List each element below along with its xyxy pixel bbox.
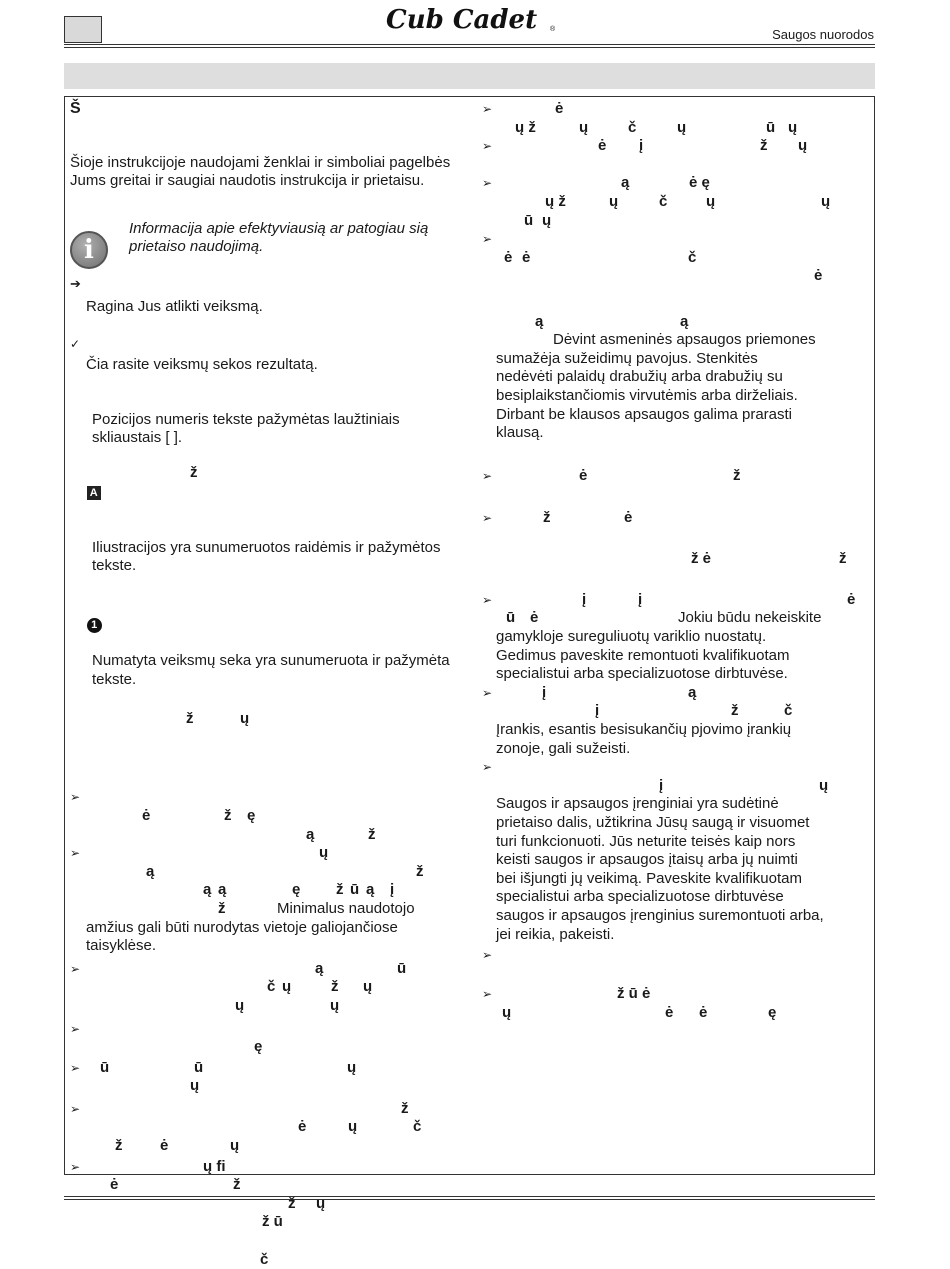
- bullet-icon: ➢: [70, 961, 81, 976]
- step-badge-icon: 1: [87, 618, 102, 633]
- header-rule: [64, 44, 875, 45]
- action-arrow-icon: ➔: [70, 276, 81, 292]
- safety-text-8: jei reikia, pakeisti.: [496, 925, 615, 943]
- bullet-icon: ➢: [482, 232, 493, 247]
- bullet-icon: ➢: [70, 846, 81, 861]
- engine-text-4: specialistui arba specializuotose dirbtuvėse.: [496, 665, 788, 683]
- section-title: Saugos nuorodos: [772, 27, 874, 42]
- bullet-icon: ➢: [482, 139, 493, 154]
- bullet-icon: ➢: [482, 685, 493, 700]
- safety-text-7: saugos ir apsaugos įrenginius suremontuoti arba,: [496, 906, 824, 924]
- bullet-icon: ➢: [482, 987, 493, 1002]
- intro-paragraph: Šioje instrukcijoje naudojami ženklai ir simboliai pagelbės Jums greitai ir saugiai naudotis instrukcija ir prietaisu.: [70, 153, 451, 190]
- action-text: Ragina Jus atlikti veiksmą.: [86, 297, 263, 315]
- checkmark-icon: ✓: [70, 337, 81, 352]
- safety-text-2: prietaiso dalis, užtikrina Jūsų saugą ir visuomet: [496, 813, 810, 831]
- svg-text:®: ®: [550, 26, 556, 33]
- tool-text-1: Įrankis, esantis besisukančių pjovimo įrankių: [496, 721, 792, 738]
- bullet-icon: ➢: [70, 790, 81, 805]
- bullet-icon: ➢: [70, 1101, 81, 1116]
- safety-text-5: bei išjungti jų veikimą. Paveskite kvalifikuotam: [496, 869, 802, 887]
- safety-text-3: turi funkcionuoti. Jūs neturite teisės kaip nors: [496, 832, 796, 850]
- symbols-heading: Š: [70, 100, 81, 117]
- safety-text-6: specialistui arba specializuotose dirbtuvėse: [496, 888, 784, 906]
- info-text: Informacija apie efektyviausią ar patogiau sią prietaiso naudojimą.: [129, 219, 429, 256]
- info-icon: i: [70, 231, 108, 269]
- figure-text: Iliustracijos yra sunumeruotos raidėmis ir pažymėtos tekste.: [92, 538, 441, 575]
- bullet-icon: ➢: [482, 176, 493, 191]
- protective-text-4: besiplaikstančiomis virvutėmis arba dirželiais.: [496, 386, 798, 404]
- step-text: Numatyta veiksmų seka yra sunumeruota ir pažymėta tekste.: [92, 652, 450, 688]
- protective-text-6: klausą.: [496, 424, 544, 442]
- safety-text-4: keisti saugos ir apsaugos įtaisų arba jų nuimti: [496, 851, 798, 869]
- bullet-icon: ➢: [70, 1021, 81, 1036]
- tool-text-2: zonoje, gali sužeisti.: [496, 739, 631, 757]
- engine-text-3: Gedimus paveskite remontuoti kvalifikuotam: [496, 646, 790, 664]
- engine-text-1: Jokiu būdu nekeiskite: [678, 609, 822, 627]
- right-column: ➢ ė ų ž ų č ų ū ų ➢ ė į ž ų ➢ ą ė ę ų ž ų č ų ų ū ų ➢ ė ė č ė ą ą Dėvint asmeninės apsaugos priemones sumažėja sužeidimų pavojus. Stenkitės nedėvėti palaidų drabužių arba drabužių su besiplaikstančiomis virvutėmis arba dirželiais. Dirbant be klausos apsaugos galima prarasti klausą. ➢ ė ž ➢ ž ė ž ė ž ➢ į į ė ū ė Jokiu būdu nekeiskite gamykloje sureguliuotų variklio nuostatų. Gedimus paveskite remontuoti kvalifikuotam specialistui arba specializuotose dirbtuvėse. ➢ į ą į ž č Įrankis, esantis besisukančių pjovimo įrankių zonoje, gali sužeisti. ➢ į ų Saugos ir apsaugos įrenginiai yra sudėtinė prietaiso dalis, užtikrina Jūsų saugą ir visuomet turi funkcionuoti. Jūs neturite teisės kaip nors keisti saugos ir apsaugos įtaisų arba jų nuimti bei išjungti jų veikimą. Paveskite kvalifikuotam specialistui arba specializuotose dirbtuvėse saugos ir apsaugos įrenginius suremontuoti arba, jei reikia, pakeisti. ➢ ➢ ž ū ė ų ė ė ę: [482, 100, 872, 1023]
- protective-text-1: Dėvint asmeninės apsaugos priemones: [553, 331, 816, 349]
- protective-text-5: Dirbant be klausos apsaugos galima prarasti: [496, 405, 792, 423]
- left-column: Š Šioje instrukcijoje naudojami ženklai ir simboliai pagelbės Jums greitai ir saugiai naudotis instrukcija ir prietaisu. Informacija apie efektyviausią ar patogiau sią prietaiso naudojimą. ➔ Ragina Jus atlikti veiksmą. ✓ Čia rasite veiksmų sekos rezultatą. Pozicijos numeris tekste pažymėtas laužtiniais skliaustais [ ]. A ž Iliustracijos yra sunumeruotos raidėmis ir pažymėtos tekste. 1 Numatyta veiksmų seka yra sunumeruota ir pažymėta tekste. ž ų ➢ ė ž ę ą ž ➢ ų ą ž ą ą ę ž ū ą į ž Minimalus naudotojo amžius gali būti nurodytas vietoje galiojančiose taisyklėse. ➢ ą ū č ų ž ų ų ų ➢ ę ➢ ū ū ų ų ➢ ž ė ų č ž ė ų ➢ ų fi ė ž ž ų ž ū č: [70, 100, 460, 1269]
- bullet-icon: ➢: [482, 948, 493, 963]
- figure-badge-icon: A: [87, 486, 101, 500]
- bullet-icon: ➢: [70, 1060, 81, 1075]
- protective-text-2: sumažėja sužeidimų pavojus. Stenkitės: [496, 349, 758, 367]
- brand-logo: [384, 4, 559, 34]
- result-text: Čia rasite veiksmų sekos rezultatą.: [86, 355, 318, 373]
- header-rule: [64, 47, 875, 48]
- bullet-icon: ➢: [70, 1159, 81, 1174]
- position-text: Pozicijos numeris tekste pažymėtas laužtiniais skliaustais [ ].: [92, 410, 400, 447]
- bullet-icon: ➢: [482, 102, 493, 116]
- section-heading-frag: ų: [240, 710, 250, 727]
- bullet-icon: ➢: [482, 592, 493, 607]
- bullet-icon: ➢: [482, 760, 493, 775]
- protective-text-3: nedėvėti palaidų drabužių arba drabužių su: [496, 368, 783, 386]
- age-text-2: amžius gali būti nurodytas vietoje galiojančiose: [86, 918, 398, 936]
- figure-heading: ž: [190, 464, 198, 482]
- age-text: Minimalus naudotojo: [277, 899, 415, 917]
- safety-text-1: Saugos ir apsaugos įrenginiai yra sudėtinė: [496, 795, 779, 813]
- engine-text-2: gamykloje sureguliuotų variklio nuostatų.: [496, 628, 767, 646]
- bullet-icon: ➢: [482, 469, 493, 484]
- brand-logo-text: Cub Cadet: [386, 5, 538, 35]
- title-bar: [64, 63, 875, 89]
- page-number-box: [64, 16, 102, 43]
- bullet-icon: ➢: [482, 511, 493, 526]
- age-text-3: taisyklėse.: [86, 937, 157, 955]
- section-heading-frag: ž: [186, 710, 194, 727]
